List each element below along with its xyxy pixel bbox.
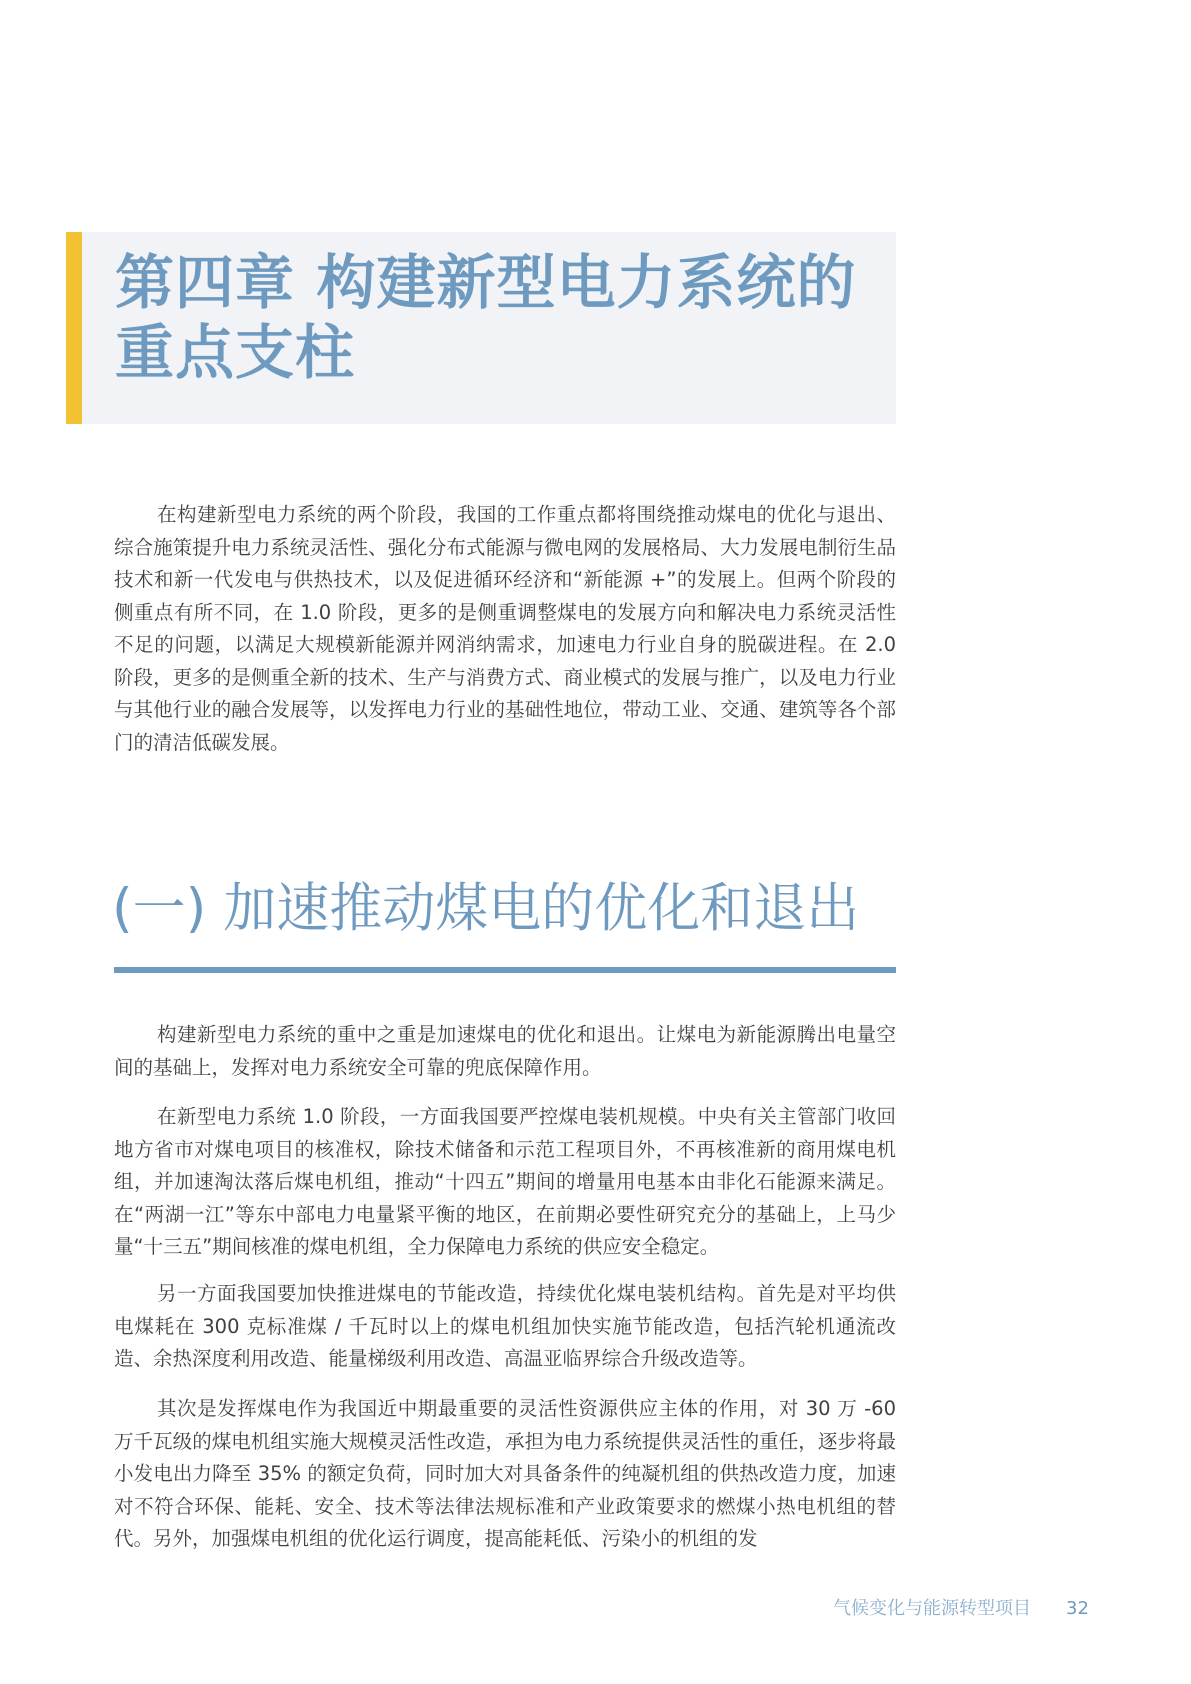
section-heading: (一) 加速推动煤电的优化和退出 xyxy=(112,878,860,939)
section-divider xyxy=(114,967,896,973)
intro-paragraph: 在构建新型电力系统的两个阶段，我国的工作重点都将围绕推动煤电的优化与退出、综合施策提升电力系统灵活性、强化分布式能源与微电网的发展格局、大力发展电制衍生品技术和新一代发电与供热技术，以及促进循环经济和“新能源 +”的发展上。但两个阶段的侧重点有所不同，在 1.0 阶段，更多的是侧重调整煤电的发展方向和解决电力系统灵活性不足的问题，以满足大规模新能源并网消纳需求，加速电力行业自身的脱碳进程。在 2.0 阶段，更多的是侧重全新的技术、生产与消费方式、商业模式的发展与推广，以及电力行业与其他行业的融合发展等，以发挥电力行业的基础性地位，带动工业、交通、建筑等各个部门的清洁低碳发展。 xyxy=(114,503,896,754)
chapter-accent-bar xyxy=(66,232,82,424)
body-paragraph: 其次是发挥煤电作为我国近中期最重要的灵活性资源供应主体的作用，对 30 万 -60 万千瓦级的煤电机组实施大规模灵活性改造，承担为电力系统提供灵活性的重任，逐步将最小发电出力降至 35% 的额定负荷，同时加大对具备条件的纯凝机组的供热改造力度，加速对不符合环保、能耗、安全、技术等法律法规标准和产业政策要求的燃煤小热电机组的替代。另外，加强煤电机组的优化运行调度，提高能耗低、污染小的机组的发 xyxy=(114,1397,896,1550)
body-paragraph: 另一方面我国要加快推进煤电的节能改造，持续优化煤电装机结构。首先是对平均供电煤耗在 300 克标准煤 / 千瓦时以上的煤电机组加快实施节能改造，包括汽轮机通流改造、余热深度利用改造、能量梯级利用改造、高温亚临界综合升级改造等。 xyxy=(114,1282,896,1370)
page-number: 32 xyxy=(1066,1598,1089,1619)
chapter-title: 第四章 构建新型电力系统的重点支柱 xyxy=(115,248,857,387)
body-paragraph: 在新型电力系统 1.0 阶段，一方面我国要严控煤电装机规模。中央有关主管部门收回地方省市对煤电项目的核准权，除技术储备和示范工程项目外，不再核准新的商用煤电机组，并加速淘汰落后煤电机组，推动“十四五”期间的增量用电基本由非化石能源来满足。在“两湖一江”等东中部电力电量紧平衡的地区，在前期必要性研究充分的基础上，上马少量“十三五”期间核准的煤电机组，全力保障电力系统的供应安全稳定。 xyxy=(114,1105,896,1258)
body-paragraph: 构建新型电力系统的重中之重是加速煤电的优化和退出。让煤电为新能源腾出电量空间的基础上，发挥对电力系统安全可靠的兜底保障作用。 xyxy=(114,1023,896,1079)
footer-project-title: 气候变化与能源转型项目 xyxy=(833,1598,1031,1619)
